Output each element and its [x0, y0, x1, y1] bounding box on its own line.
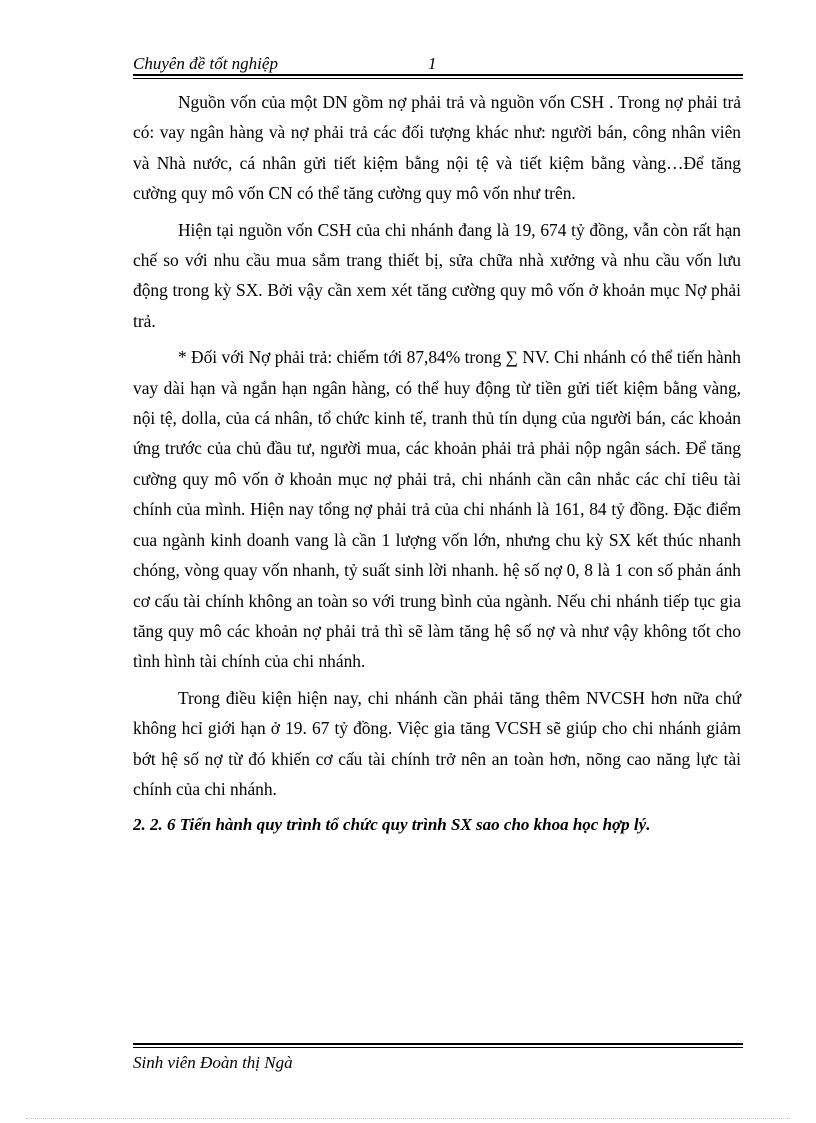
paragraph-4: Trong điều kiện hiện nay, chi nhánh cần phải tăng thêm NVCSH hơn nữa chứ không hcỉ giới hạn ở 19. 67 tỷ đồng. Việc gia tăng VCSH sẽ giúp cho chi nhánh giảm bớt hệ số nợ từ đó khiến cơ cấu tài chính trở nên an toàn hơn, nõng cao năng lực tài chính của chi nhánh.	[133, 687, 741, 799]
header-title: Chuyên đề tốt nghiệp	[133, 54, 278, 73]
page-bottom-divider	[26, 1118, 790, 1119]
paragraph-2: Hiện tại nguồn vốn CSH của chi nhánh đang là 19, 674 tỷ đồng, vẫn còn rất hạn chế so với nhu cầu mua sắm trang thiết bị, sửa chữa nhà xưởng và nhu cầu vốn lưu động trong kỳ SX. Bởi vậy cần xem xét tăng cường quy mô vốn ở khoản mục Nợ phải trả.	[133, 219, 741, 331]
page-number: 1	[428, 54, 437, 73]
document-body	[133, 87, 741, 847]
paragraph-3: * Đối với Nợ phải trả: chiếm tới 87,84% trong ∑ NV. Chi nhánh có thể tiến hành vay dài hạn và ngắn hạn ngân hàng, có thể huy động từ tiền gửi tiết kiệm bằng vàng, nội tệ, dolla, của cá nhân, tổ chức kinh tế, tranh thủ tín dụng của người bán, các khoản ứng trước của chủ đầu tư, người mua, các khoản phải trả phải nộp ngân sách. Để tăng cường quy mô vốn ở khoản mục nợ phải trả, chi nhánh cần cân nhắc các chỉ tiêu tài chính của mình. Hiện nay tổng nợ phải trả của chi nhánh là 161, 84 tỷ đồng. Đặc điểm cua ngành kinh doanh vang là cần 1 lượng vốn lớn, nhưng chu kỳ SX kết thúc nhanh chóng, vòng quay vốn nhanh, tỷ suất sinh lời nhanh. hệ số nợ 0, 8 là 1 con số phản ánh cơ cấu tài chính không an toàn so với trung bình của ngành. Nếu chi nhánh tiếp tục gia tăng quy mô các khoản nợ phải trả thì sẽ làm tăng hệ số nợ và như vậy không tốt cho tình hình tài chính của chi nhánh.	[133, 347, 741, 672]
section-heading: 2. 2. 6 Tiến hành quy trình tổ chức quy trình SX sao cho khoa học hợp lý.	[133, 815, 651, 835]
header-rule	[133, 74, 743, 79]
footer-rule	[133, 1043, 743, 1048]
footer-author: Sinh viên Đoàn thị Ngà	[133, 1053, 293, 1072]
paragraph-1: Nguồn vốn của một DN gồm nợ phải trả và nguồn vốn CSH . Trong nợ phải trả có: vay ngân hàng và nợ phải trả các đối tượng khác như: người bán, công nhân viên và Nhà nước, cá nhân gửi tiết kiệm bằng nội tệ và tiết kiệm bằng vàng…Để tăng cường quy mô vốn CN có thể tăng cường quy mô vốn như trên.	[133, 92, 741, 204]
page-header	[133, 52, 743, 76]
